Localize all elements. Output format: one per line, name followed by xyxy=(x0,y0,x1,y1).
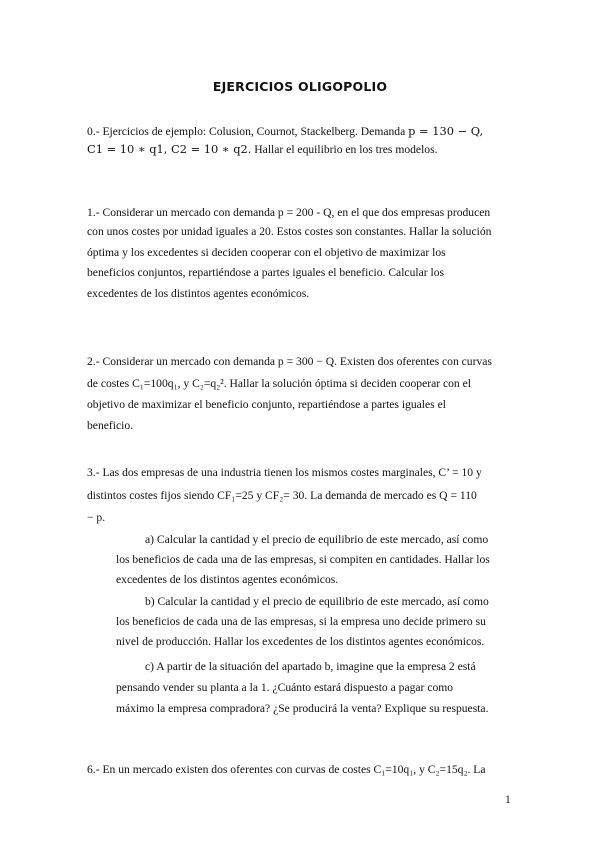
exercise-0-line-2 xyxy=(87,142,438,156)
exercise-3b-line-3: nivel de producción. Hallar los excedentes de los distintos agentes económicos. xyxy=(116,635,485,648)
exercise-1-line-4: beneficios conjuntos, repartiéndose a partes iguales el beneficio. Calcular los xyxy=(87,266,445,279)
exercise-3-line-3: − p. xyxy=(87,511,106,524)
document-title: EJERCICIOS OLIGOPOLIO xyxy=(212,79,388,94)
exercise-3c-line-1: c) A partir de la situación del apartado b, imagine que la empresa 2 está xyxy=(145,660,476,673)
exercise-1-line-3: óptima y los excedentes si deciden cooperar con el objetivo de maximizar los xyxy=(87,246,446,259)
exercise-3b-line-2: los beneficios de cada una de las empresas, si la empresa uno decide primero su xyxy=(116,615,486,628)
exercise-3c-line-3: máximo la empresa compradora? ¿Se producirá la venta? Explique su respuesta. xyxy=(116,702,489,715)
exercise-3-line-1: 3.- Las dos empresas de una industria tienen los mismos costes marginales, C’ = 10 y xyxy=(87,466,482,479)
exercise-2-line-3: objetivo de maximizar el beneficio conjunto, repartiéndose a partes iguales el xyxy=(87,398,446,411)
exercise-3a-line-2: los beneficios de cada una de las empresas, si compiten en cantidades. Hallar los xyxy=(116,553,490,566)
page-number: 1 xyxy=(505,793,511,806)
exercise-0-text-2: Hallar el equilibrio en los tres modelos. xyxy=(251,143,438,156)
exercise-6-line-1: 6.- En un mercado existen dos oferentes con curvas de costes C₁=10q₁, y C₂=15q₂. La xyxy=(87,763,486,776)
exercise-0-demand-formula: p = 130 − Q, xyxy=(408,124,484,138)
exercise-3a-line-1: a) Calcular la cantidad y el precio de equilibrio de este mercado, así como xyxy=(145,533,489,546)
exercise-2-line-4: beneficio. xyxy=(87,419,134,432)
exercise-0-text: 0.- Ejercicios de ejemplo: Colusion, Cournot, Stackelberg. Demanda xyxy=(87,125,409,138)
exercise-3c-line-2: pensando vender su planta a la 1. ¿Cuánto estará dispuesto a pagar como xyxy=(116,681,454,694)
exercise-1-line-5: excedentes de los distintos agentes económicos. xyxy=(87,287,310,300)
exercise-2-line-2: de costes C₁=100q₁, y C₂=q₂². Hallar la solución óptima si deciden cooperar con el xyxy=(87,377,471,390)
exercise-2-line-1: 2.- Considerar un mercado con demanda p = 300 − Q. Existen dos oferentes con curvas xyxy=(87,355,492,368)
exercise-0-line-1 xyxy=(87,124,483,138)
exercise-0-cost-formula: C1 = 10 ∗ q1, C2 = 10 ∗ q2. xyxy=(87,142,252,156)
exercise-3-line-2: distintos costes fijos siendo CF₁=25 y CF₂= 30. La demanda de mercado es Q = 110 xyxy=(87,489,477,502)
exercise-1-line-1: 1.- Considerar un mercado con demanda p = 200 - Q, en el que dos empresas producen xyxy=(87,206,491,219)
exercise-3a-line-3: excedentes de los distintos agentes económicos. xyxy=(116,573,339,586)
exercise-3b-line-1: b) Calcular la cantidad y el precio de equilibrio de este mercado, así como xyxy=(145,595,489,608)
exercise-1-line-2: con unos costes por unidad iguales a 20. Estos costes son constantes. Hallar la solución xyxy=(87,225,492,238)
